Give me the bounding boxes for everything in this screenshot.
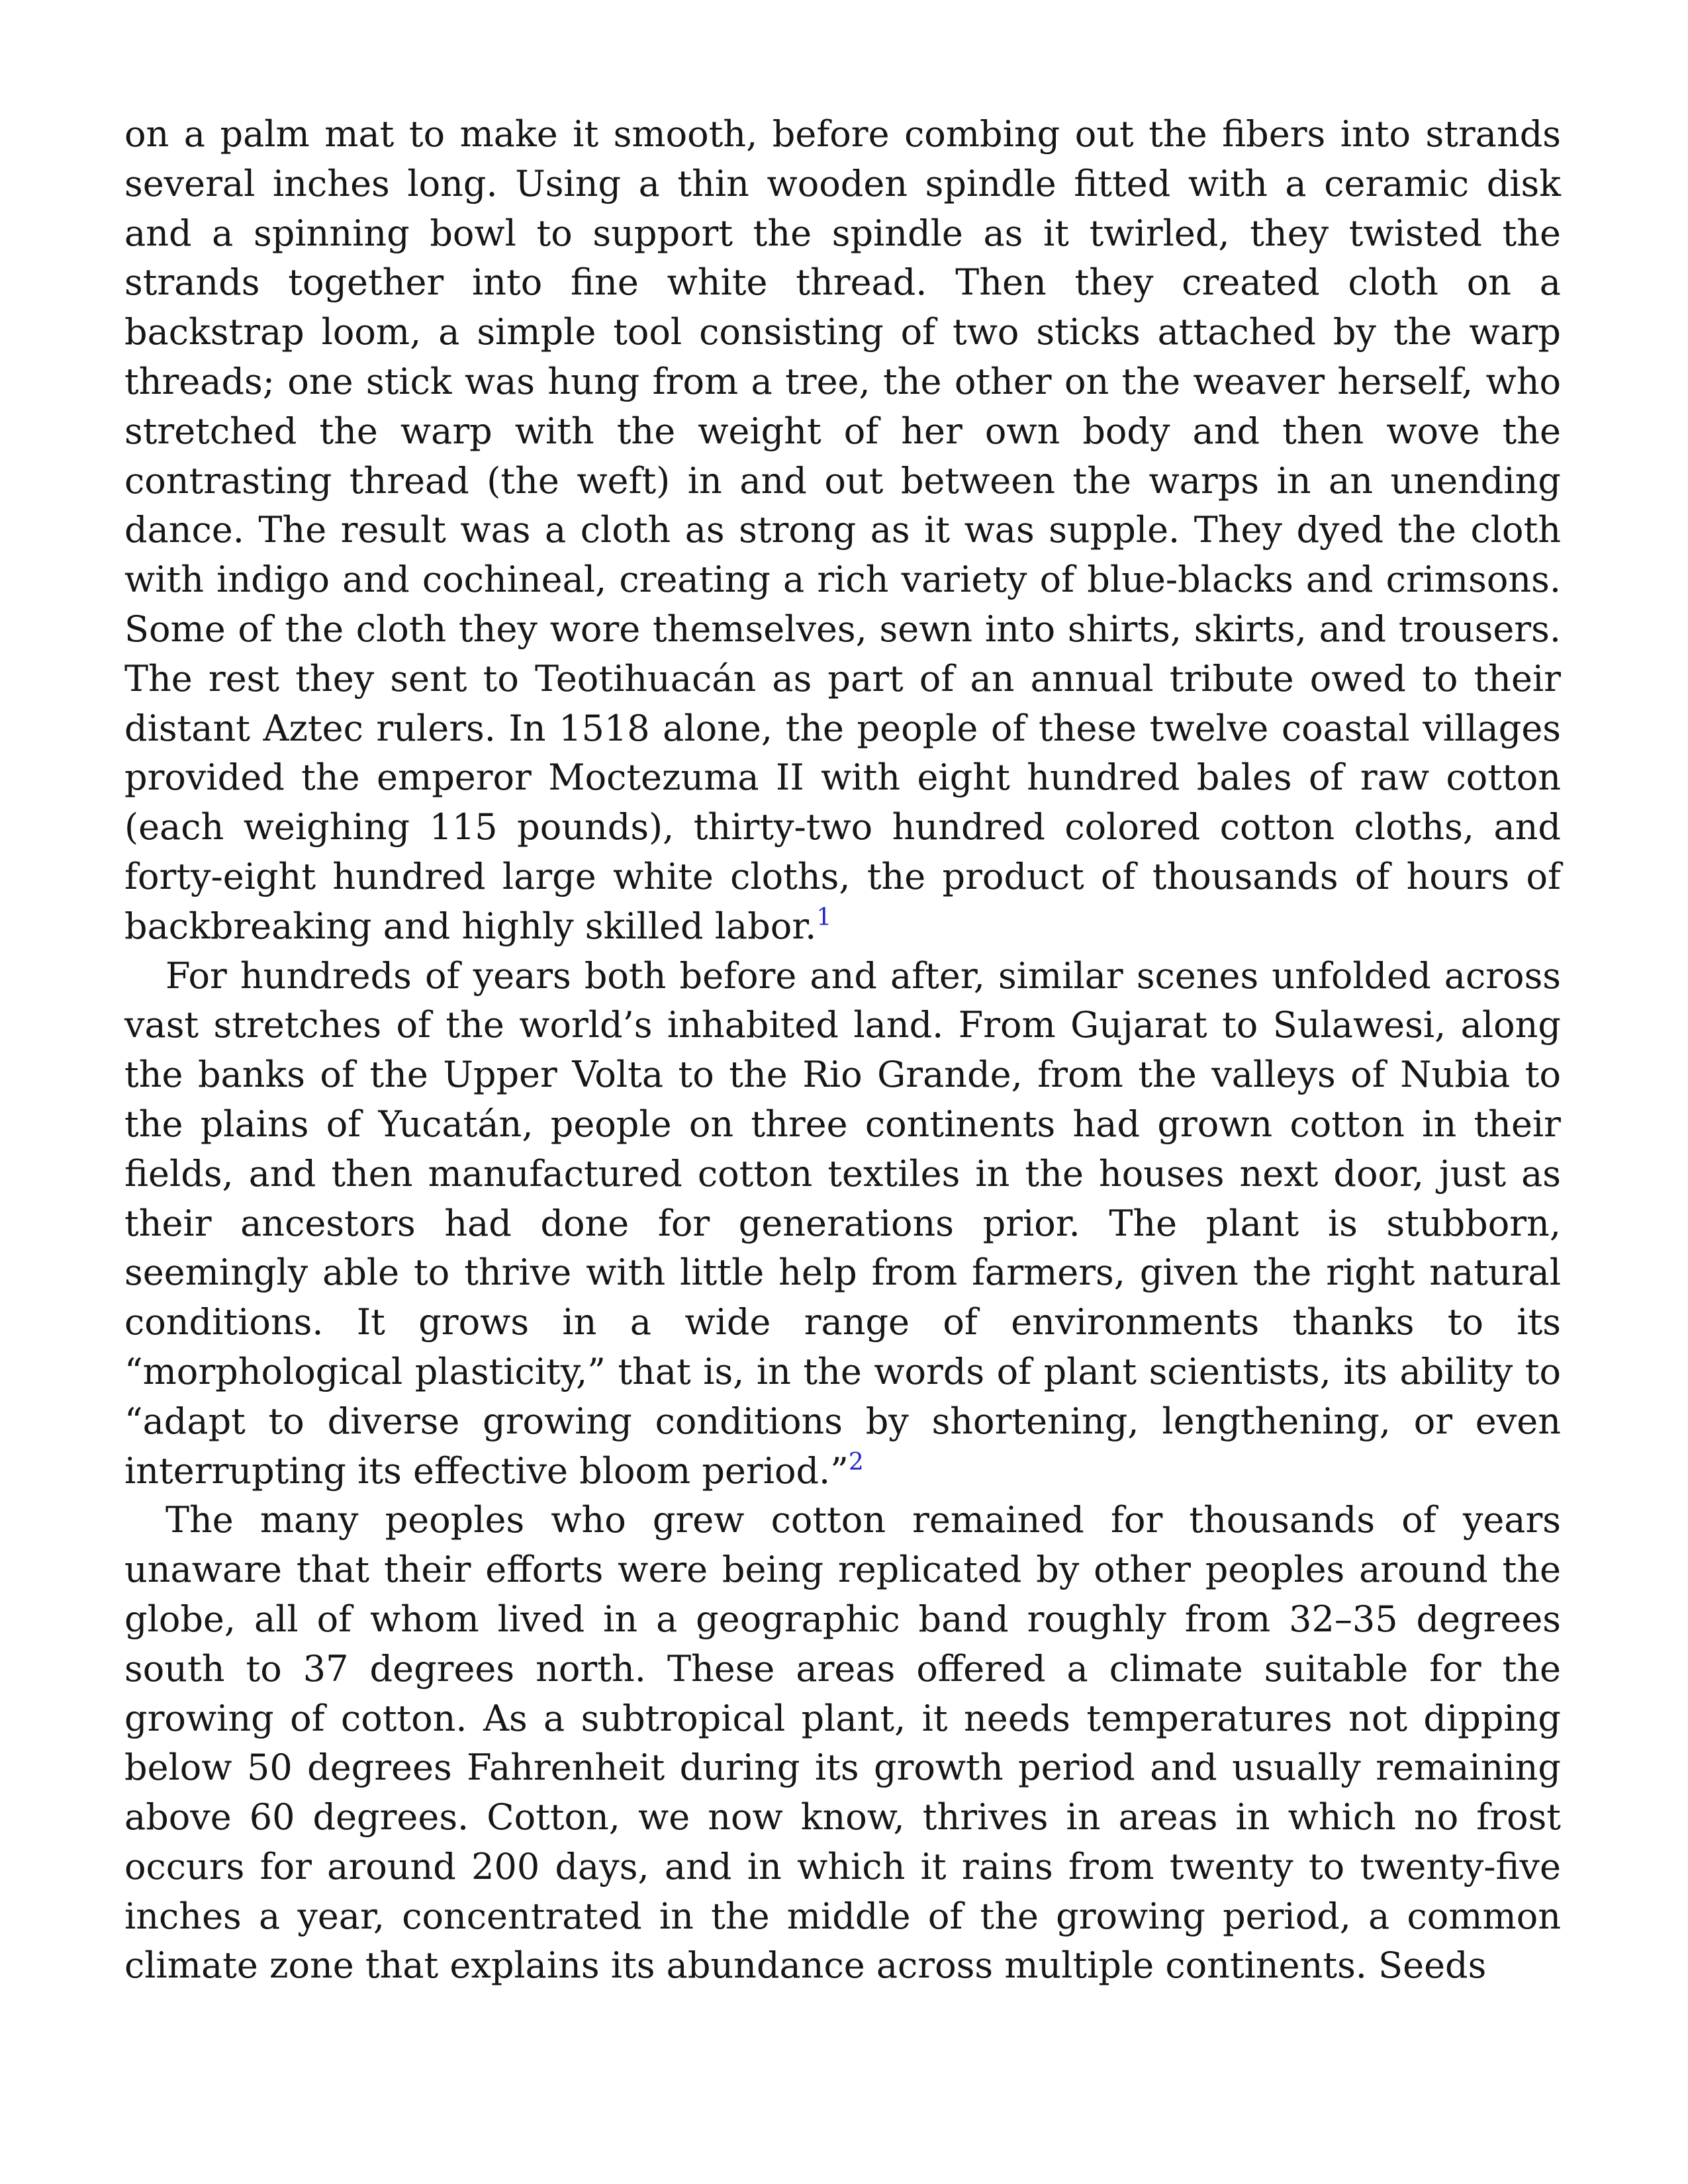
paragraph-text: The many peoples who grew cotton remained for thousands of years unaware that their efforts were being replicated by other peoples around the globe, all of whom lived in a geographic band roughly from 32–35 degrees south to 37 degrees north. These areas offered a climate suitable for the growing of cotton. As a subtropical plant, it needs temperatures not dipping below 50 degrees Fahrenheit during its growth period and usually remaining above 60 degrees. Cotton, we now know, thrives in areas in which no frost occurs for around 200 days, and in which it rains from twenty to twenty-five inches a year, concentrated in the middle of the growing period, a common climate zone that explains its abundance across multiple continents. Seeds (124, 1499, 1561, 1987)
paragraph-cotton-climate (124, 1496, 1561, 1991)
paragraph-continuation (124, 110, 1561, 952)
paragraph-text: For hundreds of years both before and after, similar scenes unfolded across vast stretches of the world’s inhabited land. From Gujarat to Sulawesi, along the banks of the Upper Volta to the Rio Grande, from the valleys of Nubia to the plains of Yucatán, people on three continents had grown cotton in their fields, and then manufactured cotton textiles in the houses next door, just as their ancestors had done for generations prior. The plant is stubborn, seemingly able to thrive with little help from farmers, given the right natural conditions. It grows in a wide range of environments thanks to its “morphological plasticity,” that is, in the words of plant scientists, its ability to “adapt to diverse growing conditions by shortening, lengthening, or even interrupting its effective bloom period.” (124, 954, 1561, 1492)
paragraph-text: on a palm mat to make it smooth, before combing out the fibers into strands several inches long. Using a thin wooden spindle fitted with a ceramic disk and a spinning bowl to support the spindle as it twirled, they twisted the strands together into fine white thread. Then they created cloth on a backstrap loom, a simple tool consisting of two sticks attached by the warp threads; one stick was hung from a tree, the other on the weaver herself, who stretched the warp with the weight of her own body and then wove the contrasting thread (the weft) in and out between the warps in an unending dance. The result was a cloth as strong as it was supple. They dyed the cloth with indigo and cochineal, creating a rich variety of blue-blacks and crimsons. Some of the cloth they wore themselves, sewn into shirts, skirts, and trousers. The rest they sent to Teotihuacán as part of an annual tribute owed to their distant Aztec rulers. In 1518 alone, the people of these twelve coastal villages provided the emperor Moctezuma II with eight hundred bales of raw cotton (each weighing 115 pounds), thirty-two hundred colored cotton cloths, and forty-eight hundred large white cloths, the product of thousands of hours of backbreaking and highly skilled labor. (124, 113, 1561, 947)
page-body (124, 110, 1561, 1991)
footnote-link-2[interactable]: 2 (848, 1448, 864, 1476)
paragraph-cotton-regions (124, 952, 1561, 1496)
footnote-link-1[interactable]: 1 (816, 903, 832, 931)
